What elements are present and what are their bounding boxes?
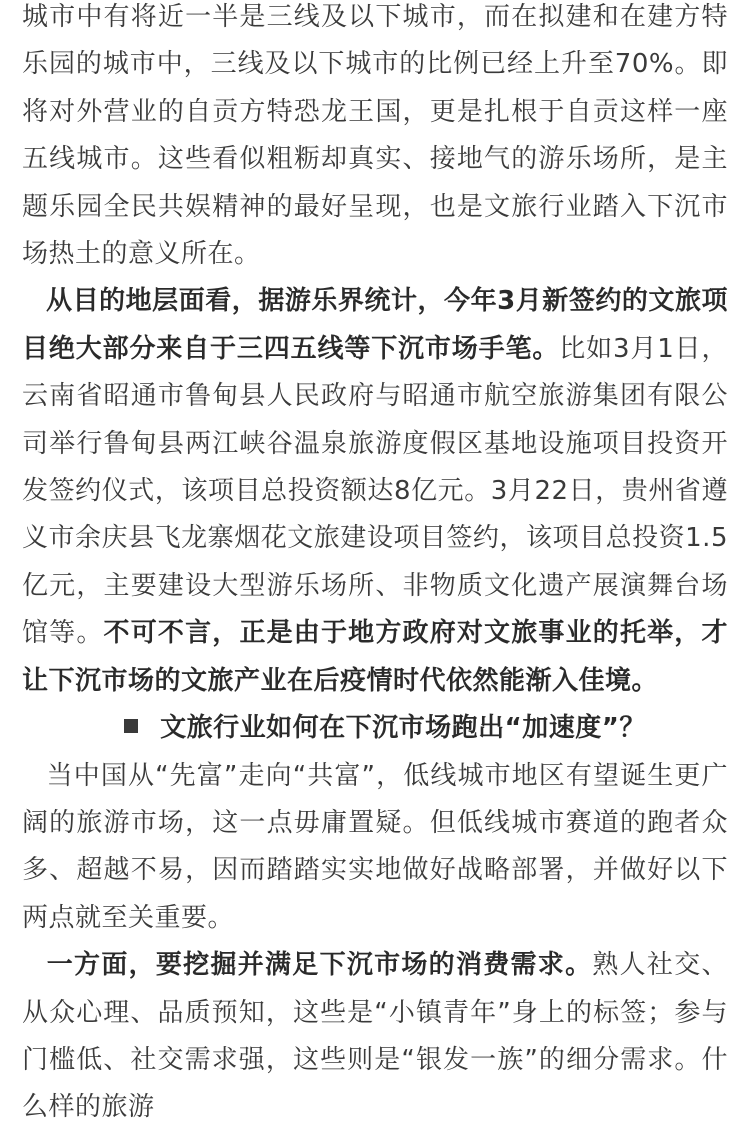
section-heading-text: 文旅行业如何在下沉市场跑出“加速度”？: [160, 713, 646, 744]
paragraph-body-text: 当中国从“先富”走向“共富”，低线城市地区有望诞生更广阔的旅游市场，这一点毋庸置疑。但低线城市赛道的跑者众多、超越不易，因而踏踏实实地做好战略部署，并做好以下两点就至关重要。: [22, 760, 728, 933]
square-bullet-icon: [124, 719, 138, 733]
paragraph-bold-lead: 一方面，要挖掘并满足下沉市场的消费需求。: [46, 950, 593, 981]
paragraph-body-text: 熟人社交、从众心理、品质预知，这些是“小镇青年”身上的标签；参与门槛低、社交需求强，这些则是“银发一族”的细分需求。什么样的旅游: [22, 950, 728, 1123]
paragraph-bold-tail: 不可不言，正是由于地方政府对文旅事业的托举，才让下沉市场的文旅产业在后疫情时代依然能渐入佳境。: [22, 618, 728, 696]
paragraph-body-text: 比如3月1日，云南省昭通市鲁甸县人民政府与昭通市航空旅游集团有限公司举行鲁甸县两江峡谷温泉旅游度假区基地设施项目投资开发签约仪式，该项目总投资额达8亿元。3月22日，贵州省遵义市余庆县飞龙寨烟花文旅建设项目签约，该项目总投资1.5亿元，主要建设大型游乐场所、非物质文化遗产展演舞台场馆等。: [22, 333, 728, 649]
paragraph-common-prosperity: [22, 753, 728, 943]
paragraph-destination-projects: [22, 278, 728, 705]
paragraph-consumer-demand: [22, 942, 728, 1132]
section-heading: [22, 705, 738, 752]
paragraph-bold-lead: 从目的地层面看，据游乐界统计，今年3月新签约的文旅项目绝大部分来自于三四五线等下沉市场手笔。: [22, 286, 728, 364]
paragraph-fangte-cities: 城市中有将近一半是三线及以下城市，而在拟建和在建方特乐园的城市中，三线及以下城市的比例已经上升至70%。即将对外营业的自贡方特恐龙王国，更是扎根于自贡这样一座五线城市。这些看似粗粝却真实、接地气的游乐场所，是主题乐园全民共娱精神的最好呈现，也是文旅行业踏入下沉市场热土的意义所在。: [22, 2, 728, 270]
